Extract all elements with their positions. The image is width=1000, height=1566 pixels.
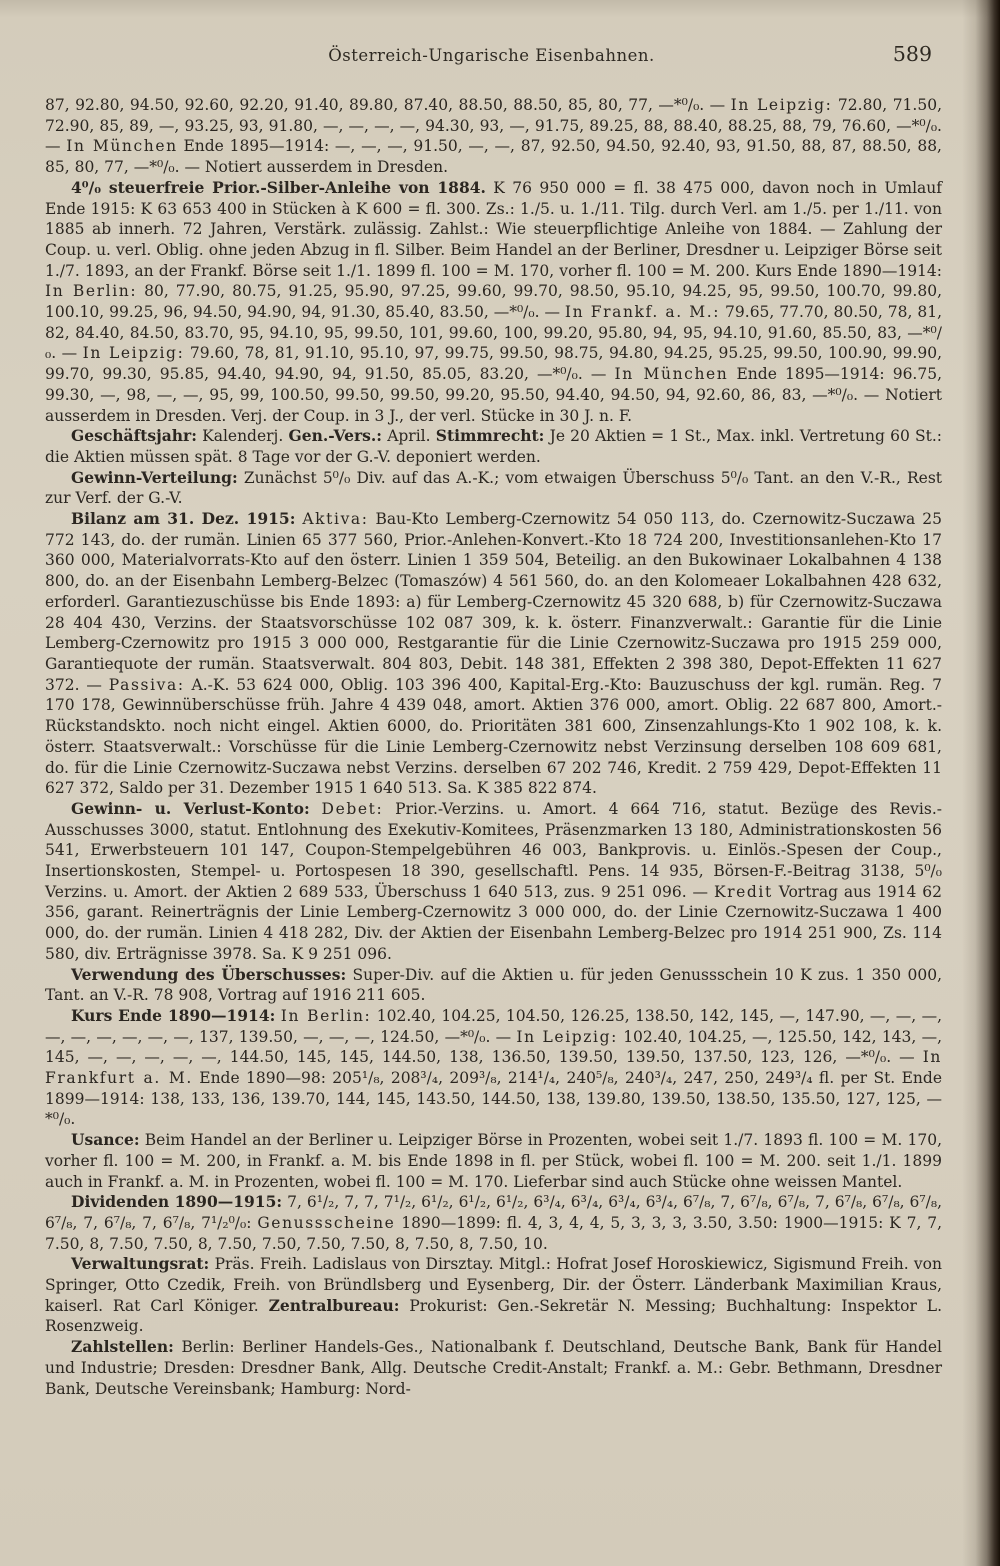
text-segment: 80, 77.90, 80.75, 91.25, 95.90, 97.25, 99.60, 99.70, 98.50, 95.10, 94.25, 95, 99.50, 100.70, 99.80, 100.10, 99.25, 96, 94.50, 94.90, 94, 91.30, 85.40, 83.50, —*⁰/₀. — [45,282,942,322]
paragraph [45,1337,942,1399]
text-segment: 102.40, 104.25, 104.50, 126.25, 138.50, 142, 145, —, 147.90, —, —, —, —, —, —, —, —, —, 137, 139.50, —, —, —, 124.50, —*⁰/₀. — [45,1006,943,1046]
page-edge-shadow [962,0,1000,1566]
paragraph-lead: Verwendung des Überschusses: [71,964,347,984]
text-segment: Je 20 Aktien = 1 St., Max. inkl. Vertretung 60 St.: die Aktien müssen spät. 8 Tage vor der G.-V. deponiert werden. [45,427,942,466]
text-segment: Prior.-Verzins. u. Amort. 4 664 716, statut. Bezüge des Revis.-Ausschusses 3000, statut. Entlohnung des Exekutiv-Komitees, Präsenzmarken 13 180, Administrationskosten 56 541, Erwerbsteuern 101 147, Coupon-Stempelgebühren 46 003, Bankprovis. u. Einlös.-Spesen der Coup., Insertionskosten, Stempel- u. Portospesen 18 390, gesellschaftl. Pens. 14 935, Börsen-F.-Beitrag 3138, 5⁰/₀ Verzins. u. Amort. der Aktien 2 689 533, Überschuss 1 640 513, zus. 9 251 096. — [45,799,943,901]
text-segment: Bau-Kto Lemberg-Czernowitz 54 050 113, do. Czernowitz-Suczawa 25 772 143, do. der rumän. Linien 65 377 560, Prior.-Anlehen-Konvert.-Kto 18 724 200, Investitionsanlehen-Kto 17 360 000, Materialvorrats-Kto auf den österr. Linien 1 359 504, Beteilig. an den Bukowinaer Lokalbahnen 4 138 800, do. an der Eisenbahn Lemberg-Belzec (Tomaszów) 4 561 560, do. an den Kolomeaer Lokalbahnen 428 632, erforderl. Garantiezuschüsse bis Ende 1893: a) für Lemberg-Czernowitz 45 320 688, b) für Czernowitz-Suczawa 28 404 430, Verzins. der Staatsvorschüsse 102 087 309, k. k. österr. Finanzverwalt.: Garantie für die Linie Lemberg-Czernowitz pro 1915 3 000 000, Restgarantie für die Linie Czernowitz-Suczawa pro 1915 259 000, Garantiequote der rumän. Staatsverwalt. 804 803, Debit. 148 381, Effekten 2 398 380, Depot-Effekten 11 627 372. — [45,510,942,694]
emphasized-text: In Leipzig: [82,344,185,363]
body-text [45,95,942,1399]
paragraph-lead: Zahlstellen: [71,1337,174,1357]
paragraph [45,509,942,799]
paragraph-lead: Usance: [71,1130,140,1150]
paragraph [45,95,942,178]
paragraph-lead: Gewinn- u. Verlust-Konto: [71,798,310,818]
emphasized-text: Debet: [321,799,384,818]
text-segment: 102.40, 104.25, —, 125.50, 142, 143, —, 145, —, —, —, —, —, 144.50, 145, 145, 144.50, 138, 136.50, 139.50, 139.50, 137.50, 123, 126, —*⁰/₀. — [45,1027,943,1067]
paragraph [45,1254,942,1337]
paragraph [45,426,942,467]
paragraph-lead: 4⁰/₀ steuerfreie Prior.-Silber-Anleihe von 1884. [71,177,486,197]
text-segment: 72.80, 71.50, 72.90, 85, 89, —, 93.25, 93, 91.80, —, —, —, —, 94.30, 93, —, 91.75, 89.25, 88, 88.40, 88.25, 88, 79, 76.60, —*⁰/₀. — [45,96,942,156]
paragraph-lead: Dividenden 1890—1915: [71,1192,283,1212]
paragraph-lead: Kurs Ende 1890—1914: [71,1005,276,1025]
text-segment: Super-Div. auf die Aktien u. für jeden Genussschein 10 K zus. 1 350 000, Tant. an V.-R. 78 908, Vortrag auf 1916 211 605. [45,965,942,1005]
emphasized-text: Aktiva: [302,510,369,529]
emphasized-text: In Leipzig: [730,96,833,114]
text-segment: Zunächst 5⁰/₀ Div. auf das A.-K.; vom etwaigen Überschuss 5⁰/₀ Tant. an den V.-R., Rest zur Verf. der G.-V. [45,468,942,508]
text-segment: Präs. Freih. Ladislaus von Dirsztay. Mitgl.: Hofrat Josef Horoskiewicz, Sigismund Freih. von Springer, Otto Czedik, Freih. von Bründlsberg und Eysenberg, Dir. der Österr. Länderbank Maximilian Kraus, kaiserl. Rat Carl Königer. [45,1255,942,1315]
page-number: 589 [892,42,932,66]
text-segment: Prokurist: Gen.-Sekretär N. Messing; Buchhaltung: Inspektor L. Rosenzweig. [45,1296,942,1336]
text-segment: Beim Handel an der Berliner u. Leipziger Börse in Prozenten, wobei seit 1./7. 1893 fl. 100 = M. 170, vorher fl. 100 = M. 200, in Frankf. a. M. bis Ende 1898 in fl. per Stück, wobei fl. 100 = M. 200. seit 1./1. 1899 auch in Frankf. a. M. in Prozenten, wobei fl. 100 = M. 170. Lieferbar sind auch Stücke ohne weissen Mantel. [45,1131,942,1191]
text-segment: Vortrag aus 1914 62 356, garant. Reinerträgnis der Linie Lemberg-Czernowitz 3 000 000, do. der Linie Czernowitz-Suczawa 1 400 000, do. der rumän. Linien 4 418 282, Div. der Aktien der Eisenbahn Lemberg-Belzec pro 1914 251 900, Zs. 114 580, div. Erträgnisse 3978. Sa. K 9 251 096. [45,882,942,963]
text-segment: Ende 1895—1914: 96.75, 99.30, —, 98, —, —, 95, 99, 100.50, 99.50, 99.50, 99.20, 95.50, 94.40, 94.50, 94, 92.60, 86, 83, —*⁰/₀. — Notiert ausserdem in Dresden. Verj. der Coup. in 3 J., der verl. Stücke in 30 J. n. F. [45,365,943,425]
text-segment: Ende 1895—1914: —, —, —, 91.50, —, —, 87, 92.50, 94.50, 92.40, 93, 91.50, 88, 87, 88.50, 88, 85, 80, 77, —*⁰/₀. — Notiert ausserdem in Dresden. [45,137,942,177]
text-segment: April. [382,427,436,446]
text-segment: 87, 92.80, 94.50, 92.60, 92.20, 91.40, 89.80, 87.40, 88.50, 88.50, 85, 80, 77, —*⁰/₀. — [45,96,731,114]
text-segment [310,800,322,818]
paragraph [45,799,942,965]
emphasized-text: In Leipzig: [516,1027,618,1046]
text-segment: 1890—1899: fl. 4, 3, 4, 4, 5, 3, 3, 3, 3.50, 3.50: 1900—1915: K 7, 7, 7.50, 8, 7.50, 7.50, 8, 7.50, 7.50, 7.50, 7.50, 8, 7.50, 8, 7.50, 10. [45,1213,942,1253]
emphasized-text: In Berlin: [45,282,138,301]
running-header [45,42,938,74]
emphasized-text: In München [614,365,729,384]
emphasized-text: In München [66,137,178,156]
text-segment: 7, 6¹/₂, 7, 7, 7¹/₂, 6¹/₂, 6¹/₂, 6¹/₂, 6³/₄, 6³/₄, 6³/₄, 6³/₄, 6⁷/₈, 7, 6⁷/₈, 6⁷/₈, 7, 6⁷/₈, 6⁷/₈, 6⁷/₈, 6⁷/₈, 7, 6⁷/₈, 7, 6⁷/₈, 7¹/₂⁰/₀: [45,1193,942,1232]
paragraph [45,1006,942,1130]
paragraph-lead: Stimmrecht: [435,426,545,446]
text-segment: Ende 1890—98: 205¹/₈, 208³/₄, 209³/₈, 214¹/₄, 240⁵/₈, 240³/₄, 247, 250, 249³/₄ fl. per St. Ende 1899—1914: 138, 133, 136, 139.70, 144, 145, 143.50, 144.50, 138, 139.80, 139.50, 138.50, 135.50, 127, 125, —*⁰/₀. [45,1069,942,1129]
text-segment: 79.65, 77.70, 80.50, 78, 81, 82, 84.40, 84.50, 83.70, 95, 94.10, 95, 99.50, 101, 99.60, 100, 99.20, 95.80, 94, 95, 94.10, 91.60, 85.50, 83, —*⁰/₀. — [45,303,942,363]
paragraph [45,1192,942,1254]
paragraph [45,468,942,509]
paragraph-lead: Zentralbureau: [268,1295,400,1315]
paragraph-lead: Verwaltungsrat: [71,1254,210,1274]
text-segment: 79.60, 78, 81, 91.10, 95.10, 97, 99.75, 99.50, 98.75, 94.80, 94.25, 95.25, 99.50, 100.90, 99.90, 99.70, 99.30, 95.85, 94.40, 94.90, 94, 91.50, 85.05, 83.20, —*⁰/₀. — [45,344,942,384]
paragraph-lead: Gewinn-Verteilung: [71,467,238,487]
paragraph-lead: Gen.-Vers.: [288,426,383,446]
paragraph [45,965,942,1006]
emphasized-text: Kredit [713,882,773,901]
top-edge-shadow [0,0,1000,18]
text-segment: A.-K. 53 624 000, Oblig. 103 396 400, Kapital-Erg.-Kto: Bauzuschuss der kgl. rumän. Reg. 7 170 178, Gewinnüberschüsse früh. Jahre 4 439 048, amort. Aktien 376 000, amort. Oblig. 22 687 800, Amort.-Rückstandskto. noch nicht eingel. Aktien 6000, do. Prioritäten 381 600, Zinsenzahlungs-Kto 1 902 108, k. k. österr. Staatsverwalt.: Vorschüsse für die Linie Lemberg-Czernowitz nebst Verzinsung derselben 108 609 681, do. für die Linie Czernowitz-Suczawa nebst Verzins. derselben 67 202 746, Kredit. 2 759 429, Depot-Effekten 11 627 372, Saldo per 31. Dezember 1915 1 640 513. Sa. K 385 822 874. [45,675,942,798]
page-title: Österreich-Ungarische Eisenbahnen. [328,46,655,65]
emphasized-text: Genussscheine [257,1213,396,1232]
emphasized-text: In Frankf. a. M.: [564,303,721,322]
text-segment: Berlin: Berliner Handels-Ges., Nationalbank f. Deutschland, Deutsche Bank, Bank für Handel und Industrie; Dresden: Dresdner Bank, Allg. Deutsche Credit-Anstalt; Frankf. a. M.: Gebr. Bethmann, Dresdner Bank, Deutsche Vereinsbank; Hamburg: Nord- [45,1338,942,1398]
paragraph [45,1130,942,1192]
paragraph-lead: Bilanz am 31. Dez. 1915: [71,509,296,529]
emphasized-text: In Frankfurt a. M. [45,1048,942,1088]
text-segment: K 76 950 000 = fl. 38 475 000, davon noch in Umlauf Ende 1915: K 63 653 400 in Stücken à K 600 = fl. 300. Zs.: 1./5. u. 1./11. Tilg. durch Verl. am 1./5. per 1./11. von 1885 ab innerh. 72 Jahren, Verstärk. zulässig. Zahlst.: Wie steuerpflichtige Anleihe von 1884. — Zahlung der Coup. u. verl. Oblig. ohne jeden Abzug in fl. Silber. Beim Handel an der Berliner, Dresdner u. Leipziger Börse seit 1./7. 1893, an der Frankf. Börse seit 1./1. 1899 fl. 100 = M. 170, vorher fl. 100 = M. 200. Kurs Ende 1890—1914: [45,178,942,280]
paragraph [45,178,942,426]
emphasized-text: In Berlin: [280,1006,372,1025]
paragraph-lead: Geschäftsjahr: [71,426,197,446]
emphasized-text: Passiva: [108,675,185,694]
text-segment: Kalenderj. [196,427,289,446]
